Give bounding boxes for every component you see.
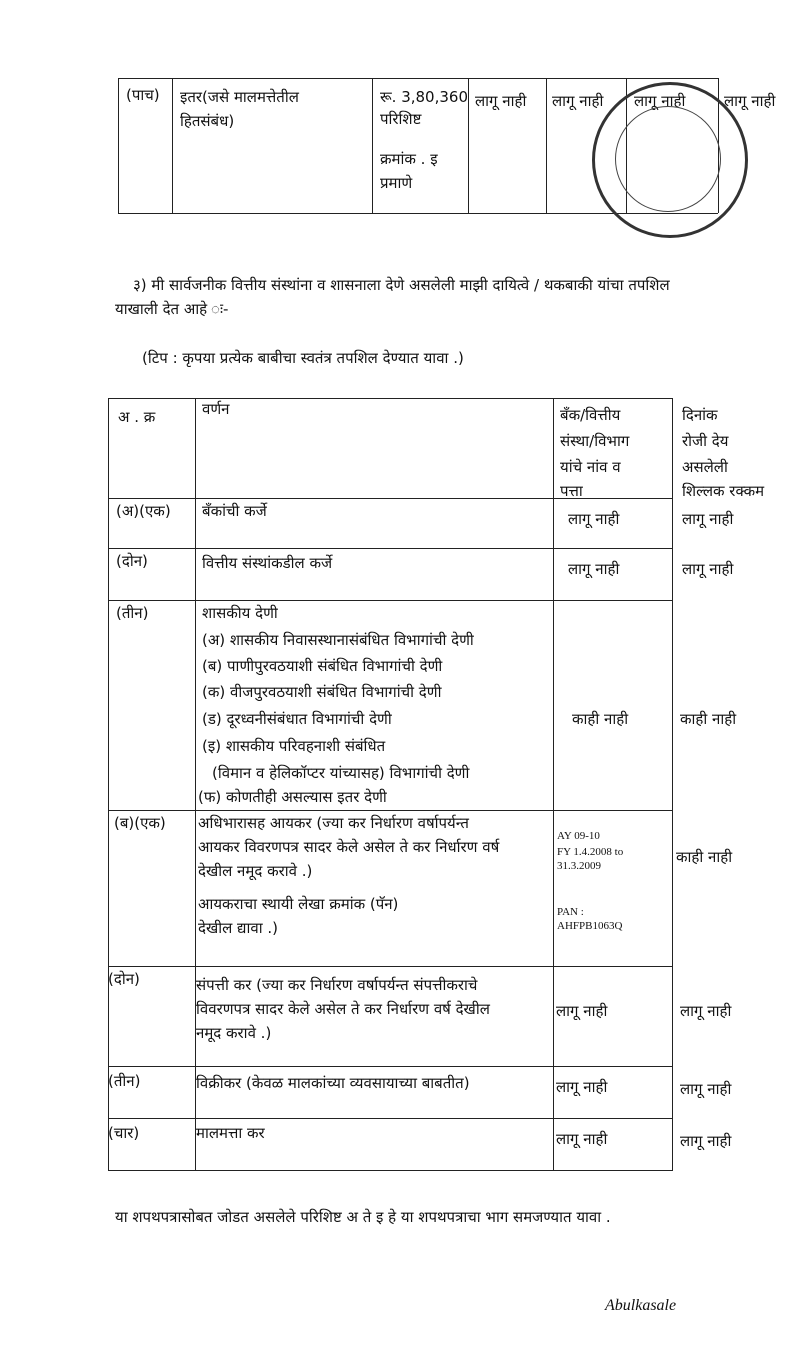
row-description: मालमत्ता कर [196,1124,265,1142]
row-description: अधिभारासह आयकर (ज्या कर निर्धारण वर्षापर्यन्त [198,814,469,832]
header-bank: बँक/वित्तीय [560,406,621,424]
row-serial: (चार) [108,1124,140,1142]
row-description: देखील द्यावा .) [198,919,279,937]
description: इतर(जसे मालमत्तेतील [180,88,299,106]
tip-text: (टिप : कृपया प्रत्येक बाबीचा स्वतंत्र तपशिल देण्यात यावा .) [142,349,464,367]
row-serial: (अ)(एक) [116,502,171,520]
cell: लागू नाही [475,92,527,110]
row-amount: लागू नाही [680,1080,732,1098]
row-amount: लागू नाही [680,1132,732,1150]
header-amount: शिल्लक रक्कम [682,482,765,500]
row-subitem: (विमान व हेलिकॉप्टर यांच्यासह) विभागांची देणी [212,764,470,782]
row-bank: काही नाही [572,710,629,728]
description: हितसंबंध) [180,112,235,130]
row-description: नमूद करावे .) [196,1024,272,1042]
pan-number: AHFPB1063Q [557,920,623,932]
row-serial: (दोन) [108,970,140,988]
row-description: आयकर विवरणपत्र सादर केले असेल ते कर निर्धारण वर्ष [198,838,500,856]
cell: लागू नाही [552,92,604,110]
official-seal-inner [615,106,721,212]
row-serial: (दोन) [116,552,148,570]
row-bank: लागू नाही [556,1130,608,1148]
row-subitem: (क) वीजपुरवठयाशी संबंधित विभागांची देणी [202,683,442,701]
header-description: वर्णन [202,400,230,418]
section-3-text: ३) मी सार्वजनीक वित्तीय संस्थांना व शासनाला देणे असलेली माझी दायित्वे / थकबाकी यांचा तपशिल [133,276,670,294]
row-description: देखील नमूद करावे .) [198,862,313,880]
row-subitem: (इ) शासकीय परिवहनाशी संबंधित [202,737,386,755]
row-description: संपत्ती कर (ज्या कर निर्धारण वर्षापर्यन्त संपत्तीकराचे [196,976,478,994]
amount-note: परिशिष्ट [380,110,422,128]
cell: लागू नाही [634,92,686,110]
row-serial: (तीन) [108,1072,141,1090]
header-bank: यांचे नांव व [560,458,621,476]
pan-label: PAN : [557,906,584,918]
row-serial: (तीन) [116,604,149,622]
header-amount: दिनांक [682,406,718,424]
assessment-year: AY 09-10 [557,830,600,842]
row-description: बँकांची कर्जे [202,502,267,520]
row-amount: काही नाही [680,710,737,728]
row-description: विक्रीकर (केवळ मालकांच्या व्यवसायाच्या बाबतीत) [196,1074,470,1092]
row-amount: लागू नाही [682,510,734,528]
row-bank: लागू नाही [568,510,620,528]
row-subitem: (फ) कोणतीही असल्यास इतर देणी [198,788,387,806]
section-3-text: याखाली देत आहे ः- [115,300,229,318]
header-bank: पत्ता [560,482,583,500]
row-number: (पाच) [126,86,160,104]
signature: Abulkasale [605,1297,677,1314]
row-description: आयकराचा स्थायी लेखा क्रमांक (पॅन) [198,895,399,913]
row-subitem: (ड) दूरध्वनीसंबंधात विभागांची देणी [202,710,392,728]
row-serial: (ब)(एक) [114,814,166,832]
header-bank: संस्था/विभाग [560,432,630,450]
financial-year: FY 1.4.2008 to [557,846,624,858]
row-subitem: (ब) पाणीपुरवठयाशी संबंधित विभागांची देणी [202,657,443,675]
cell: लागू नाही [724,92,776,110]
header-amount: रोजी देय [682,432,729,450]
row-description: विवरणपत्र सादर केले असेल ते कर निर्धारण वर्ष देखील [196,1000,490,1018]
footer-statement: या शपथपत्रासोबत जोडत असलेले परिशिष्ट अ ते इ हे या शपथपत्राचा भाग समजण्यात यावा . [115,1208,611,1226]
row-bank: लागू नाही [568,560,620,578]
amount: रू. 3,80,360 [380,88,468,106]
header-serial: अ . क्र [118,408,156,426]
row-description: वित्तीय संस्थांकडील कर्जे [202,554,333,572]
row-bank: लागू नाही [556,1002,608,1020]
row-amount: लागू नाही [682,560,734,578]
row-bank: लागू नाही [556,1078,608,1096]
header-amount: असलेली [682,458,728,476]
row-description: शासकीय देणी [202,604,278,622]
row-amount: काही नाही [676,848,733,866]
amount-note: क्रमांक . इ [380,150,438,168]
amount-note: प्रमाणे [380,174,413,192]
financial-year: 31.3.2009 [557,860,601,872]
row-amount: लागू नाही [680,1002,732,1020]
row-subitem: (अ) शासकीय निवासस्थानासंबंधित विभागांची देणी [202,631,474,649]
